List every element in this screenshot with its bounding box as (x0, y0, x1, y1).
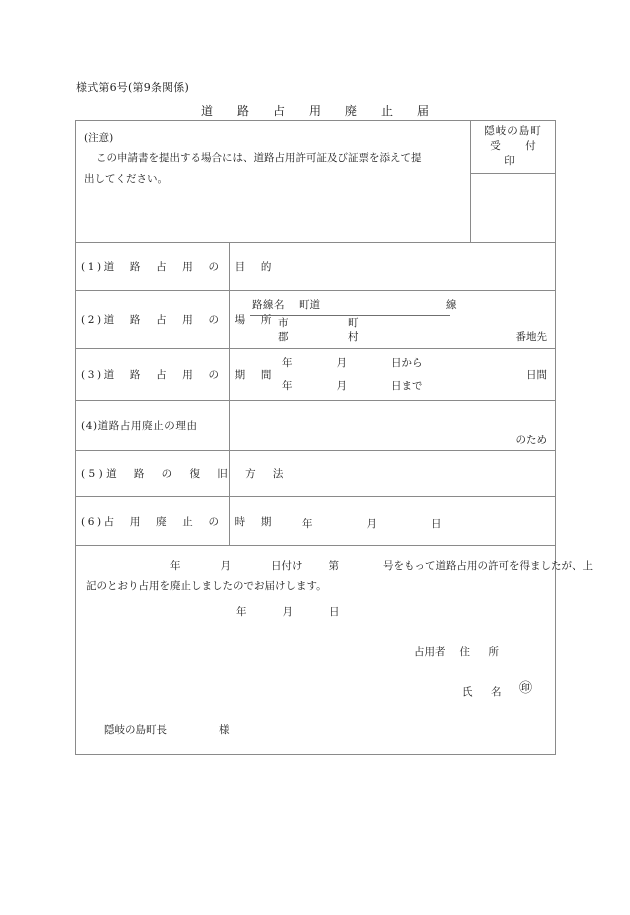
form-table (75, 120, 593, 755)
route-name-label: 路線名 (252, 299, 285, 311)
label-reason-text: (4)道路占用廃止の理由 (81, 420, 198, 432)
receipt-stamp-cell (471, 121, 561, 242)
row-method (76, 451, 555, 497)
occupant-label: 占用者 (414, 646, 446, 658)
row-place (76, 291, 555, 349)
period-start-year: 年 (282, 357, 293, 369)
label-purpose (76, 243, 274, 290)
field-method[interactable] (230, 451, 555, 496)
label-method-text: (5)道 路 の 復 旧 方 法 (81, 468, 287, 480)
field-reason[interactable] (230, 401, 555, 450)
label-period-text: (3)道 路 占 用 の 期 間 (81, 369, 274, 381)
reason-suffix: のため (515, 434, 547, 446)
notice-line-1: この申請書を提出する場合には、道路占用許可証及び証票を添えて提 (96, 152, 422, 165)
period-end-day: 日まで (391, 380, 423, 392)
row-period (76, 349, 555, 401)
signature-date-year: 年 (236, 606, 247, 618)
declaration-line-2: 記のとおり占用を廃止しましたのでお届けします。 (86, 580, 327, 593)
occupant-address-line[interactable] (414, 644, 503, 659)
occupant-name-line[interactable] (462, 684, 506, 699)
period-end-month: 月 (336, 380, 347, 392)
route-suffix: 線 (446, 299, 457, 311)
label-time-text: (6)占 用 廃 止 の 時 期 (81, 515, 274, 528)
field-time[interactable] (230, 497, 555, 545)
period-start-day: 日から (391, 357, 423, 369)
declaration-number-suffix: 号をもって道路占用の許可を得ましたが、上 (383, 560, 593, 572)
place-town: 町 (348, 317, 359, 329)
period-end-year: 年 (282, 380, 293, 392)
name-label: 氏 名 (462, 686, 506, 698)
declaration-year: 年 (170, 560, 181, 572)
addressee-name: 隠岐の島町長 (104, 724, 167, 736)
declaration-month: 月 (220, 560, 231, 572)
period-end-line (230, 378, 555, 393)
place-town-village (348, 316, 359, 344)
period-start-month: 月 (336, 357, 347, 369)
period-days-unit: 日間 (526, 369, 547, 381)
place-address-suffix: 番地先 (515, 331, 547, 343)
route-type: 町道 (299, 299, 320, 311)
row-reason (76, 401, 555, 451)
signature-date-month: 月 (282, 606, 293, 618)
period-start-line (230, 355, 555, 370)
receipt-stamp-header (471, 121, 561, 174)
place-village: 村 (348, 331, 359, 344)
notice-cell (76, 121, 471, 242)
place-city-county (278, 316, 289, 344)
notice-row (76, 121, 561, 243)
declaration-number-prefix: 第 (328, 560, 339, 572)
field-purpose[interactable] (230, 243, 555, 290)
place-route-line (252, 297, 457, 312)
label-purpose-text: (1)道 路 占 用 の 目 的 (81, 261, 274, 273)
time-date-line (230, 516, 555, 531)
receipt-stamp-area[interactable] (471, 174, 555, 242)
signature-date[interactable] (236, 604, 340, 619)
addressee-line (104, 722, 230, 737)
addressee-honorific: 様 (219, 724, 230, 736)
label-method (76, 451, 287, 496)
receipt-stamp-town: 隠岐の島町 (484, 125, 542, 137)
form-code: 様式第6号(第9条関係) (76, 81, 189, 94)
place-county: 郡 (278, 331, 289, 344)
declaration-row (76, 546, 593, 754)
label-time (76, 497, 274, 545)
label-period (76, 349, 274, 400)
declaration-line-1 (86, 556, 593, 576)
declaration-date-suffix: 日付け (271, 560, 303, 572)
page-title: 道 路 占 用 廃 止 届 (200, 104, 435, 118)
seal-icon: ㊞ (519, 681, 533, 696)
receipt-stamp-label: 受 付 印 (490, 140, 561, 168)
address-label: 住 所 (459, 646, 503, 658)
row-purpose (76, 243, 555, 291)
label-place-text: (2)道 路 占 用 の 場 所 (81, 314, 274, 326)
signature-date-day: 日 (329, 606, 340, 618)
field-place[interactable] (230, 291, 555, 348)
label-reason (76, 401, 230, 450)
time-day: 日 (431, 518, 442, 530)
time-month: 月 (366, 518, 377, 530)
place-city: 市 (278, 317, 289, 329)
notice-heading: (注意) (84, 132, 114, 144)
row-time (76, 497, 555, 546)
time-year: 年 (302, 518, 313, 530)
notice-line-2: 出してください。 (84, 172, 168, 185)
field-period[interactable] (230, 349, 555, 400)
